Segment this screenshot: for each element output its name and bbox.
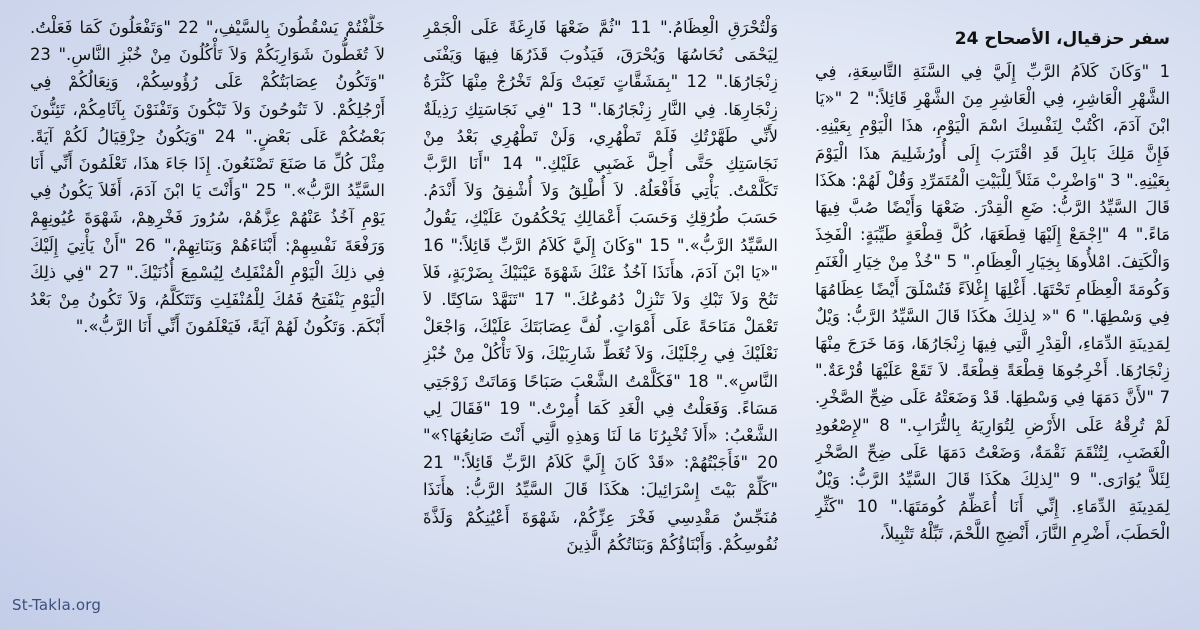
chapter-title: سفر حزقيال، الأصحاح 24 bbox=[954, 29, 1170, 49]
column-text-middle: وَلْتُحْرَقِ الْعِظَامُ." 11 "ثُمَّ ضَعْهَا فَارِغَةً عَلَى الْجَمْرِ لِيَحْمَى نُحَاسُهَا وَيُحْرَقَ، فَيَذُوبَ قَذَرُهَا فِيهَا وَيَفْنَى زِنْجَارُهَا." 12 "بِمَشَقَّاتٍ تَعِبَتْ وَلَمْ تَخْرُجْ مِنْهَا كَثْرَةُ زِنْجَارِهَا. فِي النَّارِ زِنْجَارُهَا." 13 "فِي نَجَاسَتِكِ رَذِيلَةٌ لأَنِّي طَهَّرْتُكِ فَلَمْ تَطْهُرِي، وَلَنْ تَطْهُرِي بَعْدُ مِنْ نَجَاسَتِكِ حَتَّى أُحِلَّ غَضَبِي عَلَيْكِ." 14 "أَنَا الرَّبَّ تَكَلَّمْتُ. يَأْتِي فَأَفْعَلُهُ. لاَ أُطْلِقُ وَلاَ أُشْفِقُ وَلاَ أَنْدَمُ. حَسَبَ طُرُقِكِ وَحَسَبَ أَعْمَالِكِ يَحْكُمُونَ عَلَيْكِ، يَقُولُ السَّيِّدُ الرَّبُّ»." 15 "وَكَانَ إِلَيَّ كَلاَمُ الرَّبِّ قَائِلاً:" 16 "«يَا ابْنَ آدَمَ، هأَنَذَا آخُذُ عَنْكَ شَهْوَةَ عَيْنَيْكَ بِضَرْبَةٍ، فَلاَ تَنُحْ وَلاَ تَبْكِ وَلاَ تَنْزِلْ دُمُوعُكَ." 17 "تَنَهَّدْ سَاكِتًا. لاَ تَعْمَلْ مَنَاحَةً عَلَى أَمْوَاتٍ. لُفَّ عِصَابَتَكَ عَلَيْكَ، وَاجْعَلْ نَعْلَيْكَ فِي رِجْلَيْكَ، وَلاَ تُغَطِّ شَارِبَيْكَ، وَلاَ تَأْكُلْ مِنْ خُبْزِ النَّاسِ»." 18 "فَكَلَّمْتُ الشَّعْبَ صَبَاحًا وَمَاتَتْ زَوْجَتِي مَسَاءً. وَفَعَلْتُ فِي الْغَدِ كَمَا أُمِرْتُ." 19 "فَقَالَ لِي الشَّعْبُ: «أَلاَ تُخْبِرُنَا مَا لَنَا وَهذِهِ الَّتِي أَنْتَ صَانِعُهَا؟»" 20 "فَأَجَبْتُهُمْ: «قَدْ كَانَ إِلَيَّ كَلاَمُ الرَّبِّ قَائِلاً:" 21 "كَلِّمْ بَيْتَ إِسْرَائِيلَ: هكَذَا قَالَ السَّيِّدُ الرَّبُّ: هأَنَذَا مُنَجِّسٌ مَقْدِسِي فَخْرَ عِزِّكُمْ، شَهْوَةَ أَعْيُنِكُمْ وَلَذَّةَ نُفُوسِكُمْ. وَأَبْنَاؤُكُمْ وَبَنَاتُكُمُ الَّذِينَ bbox=[423, 18, 778, 554]
column-text-left: خَلَّفْتُمْ يَسْقُطُونَ بِالسَّيْفِ،" 22 "وَتَفْعَلُونَ كَمَا فَعَلْتُ. لاَ تُغَطُّونَ شَوَارِبَكُمْ وَلاَ تَأْكُلُونَ مِنْ خُبْزِ النَّاسِ." 23 "وَتَكُونُ عِصَابَتُكُمْ عَلَى رُؤُوسِكُمْ، وَنِعَالُكُمْ فِي أَرْجُلِكُمْ. لاَ تَنُوحُونَ وَلاَ تَبْكُونَ وَتَفْنَوْنَ بِآثَامِكُمْ، تَئِنُّونَ بَعْضُكُمْ عَلَى بَعْضٍ." 24 "وَيَكُونُ حِزْقِيَالُ لَكُمْ آيَةً. مِثْلَ كُلِّ مَا صَنَعَ تَصْنَعُونَ. إِذَا جَاءَ هذَا، تَعْلَمُونَ أَنِّي أَنَا السَّيِّدُ الرَّبُّ»." 25 "وَأَنْتَ يَا ابْنَ آدَمَ، أَفَلاَ يَكُونُ فِي يَوْمِ آخُذُ عَنْهُمْ عِزَّهُمْ، سُرُورَ فَخْرِهِمْ، شَهْوَةَ عُيُونِهِمْ وَرَفْعَةَ نَفْسِهِمْ: أَبْنَاءَهُمْ وَبَنَاتِهِمْ،" 26 "أَنْ يَأْتِيَ إِلَيْكَ فِي ذلِكَ الْيَوْمِ الْمُنْفَلِتُ لِيُسْمِعَ أُذُنَيْكَ." 27 "فِي ذلِكَ الْيَوْمِ يَنْفَتِحُ فَمُكَ لِلْمُنْفَلِتِ وَتَتَكَلَّمُ، وَلاَ تَكُونُ مِنْ بَعْدُ أَبْكَمَ. وَتَكُونُ لَهُمْ آيَةً، فَيَعْلَمُونَ أَنِّي أَنَا الرَّبُّ»." bbox=[30, 18, 385, 337]
text-column-left bbox=[30, 14, 385, 626]
text-column-middle bbox=[423, 14, 778, 626]
site-watermark: St-Takla.org bbox=[12, 596, 102, 614]
column-text-right: 1 "وَكَانَ كَلاَمُ الرَّبِّ إِلَيَّ فِي السَّنَةِ التَّاسِعَةِ، فِي الشَّهْرِ الْعَاشِرِ، فِي الْعَاشِرِ مِنَ الشَّهْرِ قَائِلاً:" 2 "«يَا ابْنَ آدَمَ، اكْتُبْ لِنَفْسِكَ اسْمَ الْيَوْمِ، هذَا الْيَوْمِ بِعَيْنِهِ. فَإِنَّ مَلِكَ بَابِلَ قَدِ اقْتَرَبَ إِلَى أُورُشَلِيمَ هذَا الْيَوْمَ بِعَيْنِهِ." 3 "وَاضْرِبْ مَثَلاً لِلْبَيْتِ الْمُتَمَرِّدِ وَقُلْ لَهُمْ: هكَذَا قَالَ السَّيِّدُ الرَّبُّ: ضَعِ الْقِدْرَ. ضَعْهَا وَأَيْضًا صُبَّ فِيهَا مَاءً." 4 "اِجْمَعْ إِلَيْهَا قِطَعَهَا، كُلَّ قِطْعَةٍ طَيِّبَةٍ: الْفَخِذَ وَالْكَتِفَ. امْلأُوهَا بِخِيَارِ الْعِظَامِ." 5 "خُذْ مِنْ خِيَارِ الْغَنَمِ وَكُومَةَ الْعِظَامِ تَحْتَهَا. أَغْلِهَا إِغْلاَءً فَتُسْلَقَ أَيْضًا عِظَامُهَا فِي وَسْطِهَا." 6 "« لِذلِكَ هكَذَا قَالَ السَّيِّدُ الرَّبُّ: وَيْلٌ لِمَدِينَةِ الدِّمَاءِ، الْقِدْرِ الَّتِي فِيهَا زِنْجَارُهَا، وَمَا خَرَجَ مِنْهَا زِنْجَارُهَا. أَخْرِجُوهَا قِطْعَةً قِطْعَةً. لاَ تَقَعْ عَلَيْهَا قُرْعَةٌ." 7 "لأَنَّ دَمَهَا فِي وَسْطِهَا. قَدْ وَضَعَتْهُ عَلَى ضِحِّ الصَّخْرِ. لَمْ تُرِقْهُ عَلَى الأَرْضِ لِتُوَارِيَهُ بِالتُّرَابِ." 8 "لإِصْعُودِ الْغَضَبِ، لِتُنْقَمَ نَقْمَةٌ، وَضَعْتُ دَمَهَا عَلَى ضِحِّ الصَّخْرِ لِئَلاَّ يُوَارَى." 9 "لِذلِكَ هكَذَا قَالَ السَّيِّدُ الرَّبُّ: وَيْلٌ لِمَدِينَةِ الدِّمَاءِ. إِنِّي أَنَا أُعَظِّمُ كُومَتَهَا." 10 "كَثِّرِ الْحَطَبَ، أَضْرِمِ النَّارَ، أَنْضِجِ اللَّحْمَ، تَبِّلْهُ تَتْبِيلاً، bbox=[815, 62, 1170, 544]
text-column-right bbox=[815, 14, 1170, 626]
